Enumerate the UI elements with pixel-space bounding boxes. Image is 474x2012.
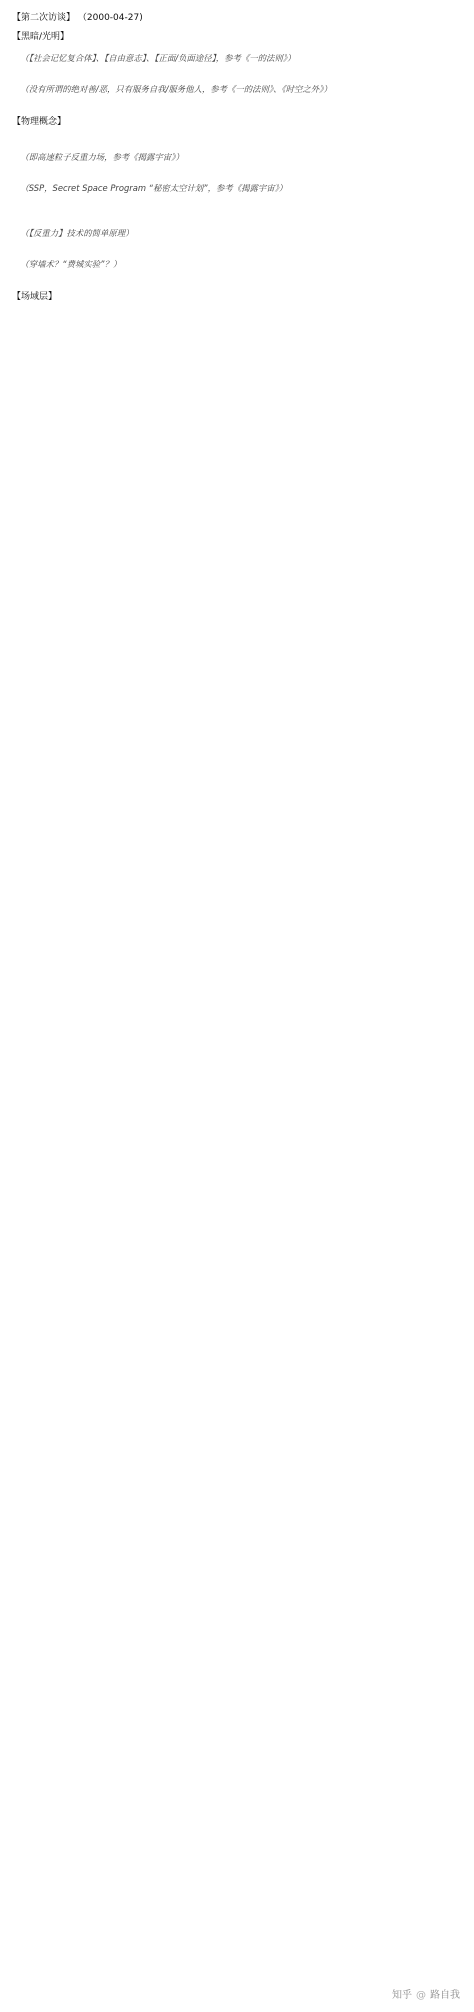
paragraph-source: （【社会记忆复合体】、【自由意志】、【正面/负面途径】，参考《一的法则》）: [20, 53, 296, 63]
session-date: （2000-04-27): [77, 13, 143, 23]
paragraph: [12, 256, 462, 273]
paragraph: [12, 180, 462, 197]
paragraph: [12, 225, 462, 242]
paragraph-source: （即高速粒子反重力场，参考《揭露宇宙》）: [20, 152, 184, 162]
platform-name: 知乎: [392, 1990, 412, 2001]
session-title: 【第二次访谈】: [12, 13, 76, 23]
section-heading: 【物理概念】: [12, 117, 67, 127]
watermark-separator: @: [416, 1990, 426, 2001]
section-heading: 【黑暗/光明】: [12, 32, 70, 42]
paragraph-source: （穿墙术？“费城实验”？）: [20, 259, 122, 269]
session-header: [12, 10, 462, 27]
paragraph: [12, 81, 462, 98]
paragraph-source: （没有所谓的绝对善/恶，只有服务自我/服务他人，参考《一的法则》、《时空之外》）: [20, 84, 332, 94]
section-heading: 【场域层】: [12, 292, 58, 302]
watermark: [392, 1987, 460, 2004]
author-name: 路自我: [430, 1990, 460, 2001]
paragraph: [12, 149, 462, 166]
paragraph-source: （【反重力】技术的简单原理）: [20, 228, 134, 238]
paragraph: [12, 50, 462, 67]
paragraph-source: （SSP，Secret Space Program “秘密太空计划”，参考《揭露宇宙》）: [20, 183, 288, 193]
